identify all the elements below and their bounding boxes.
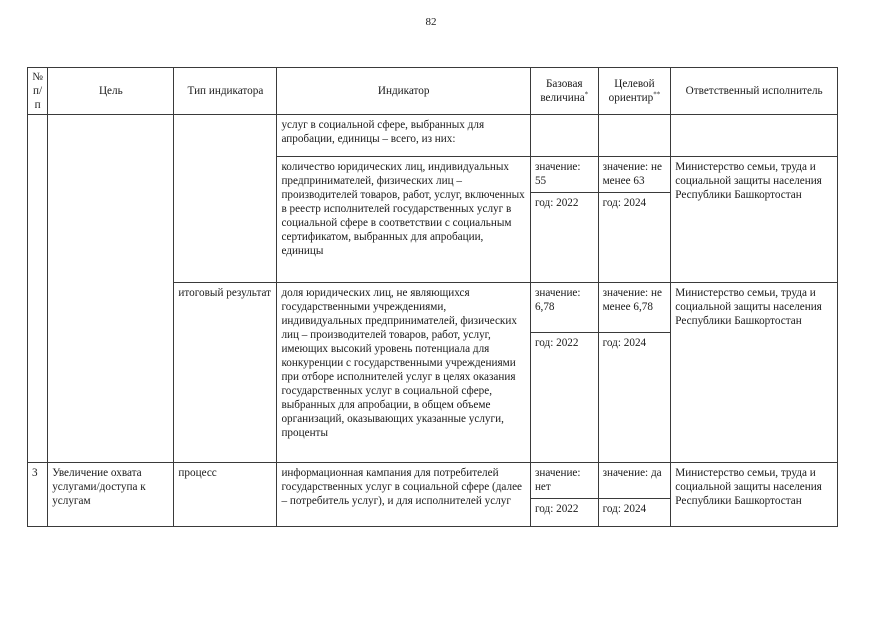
cell-responsible-empty xyxy=(671,115,838,157)
indicators-table xyxy=(27,67,838,527)
cell-indicator: информационная кампания для потребителей государственных услуг в социальной сфере (далее – потребитель услуг), и для исполнителей услуг xyxy=(277,463,531,527)
cell-target-year: год: 2024 xyxy=(598,333,671,463)
header-num: № п/п xyxy=(28,68,48,115)
cell-type-empty xyxy=(174,115,277,283)
header-indicator: Индикатор xyxy=(277,68,531,115)
header-base-mark: * xyxy=(584,90,589,99)
table-row xyxy=(28,115,838,157)
cell-responsible: Министерство семьи, труда и социальной защиты населения Республики Башкортостан xyxy=(671,157,838,283)
cell-base-value: значение: 6,78 xyxy=(530,283,598,333)
header-target xyxy=(598,68,671,115)
cell-responsible: Министерство семьи, труда и социальной защиты населения Республики Башкортостан xyxy=(671,463,838,527)
page-number: 82 xyxy=(425,16,437,28)
table-header-row xyxy=(28,68,838,115)
cell-type: итоговый результат xyxy=(174,283,277,463)
cell-goal: Увеличение охвата услугами/доступа к услугам xyxy=(48,463,174,527)
cell-base-year: год: 2022 xyxy=(530,193,598,283)
cell-num: 3 xyxy=(28,463,48,527)
cell-responsible: Министерство семьи, труда и социальной защиты населения Республики Башкортостан xyxy=(671,283,838,463)
cell-indicator: услуг в социальной сфере, выбранных для апробации, единицы – всего, из них: xyxy=(277,115,531,157)
cell-indicator: доля юридических лиц, не являющихся государственными учреждениями, индивидуальных предпринимателей, физических лиц – производителей товаров, работ, услуг, имеющих высокий уровень потенциала для конкуренции с государственными учреждениями при отборе исполнителей услуг в целях оказания государственных услуг в социальной сфере, выбранных для апробации, в общем объеме организаций, оказывающих указанные услуги, проценты xyxy=(277,283,531,463)
header-goal: Цель xyxy=(48,68,174,115)
header-type: Тип индикатора xyxy=(174,68,277,115)
cell-target-value: значение: не менее 63 xyxy=(598,157,671,193)
cell-base-empty xyxy=(530,115,598,157)
cell-type: процесс xyxy=(174,463,277,527)
cell-base-year: год: 2022 xyxy=(530,499,598,527)
cell-target-value: значение: не менее 6,78 xyxy=(598,283,671,333)
cell-indicator: количество юридических лиц, индивидуальных предпринимателей, физических лиц – производителей товаров, работ, услуг, включенных в реестр исполнителей государственных услуг в социальной сфере в соответствии с социальным сертификатом, выбранных для апробации, единицы xyxy=(277,157,531,283)
cell-goal-empty xyxy=(48,115,174,463)
header-base-label: Базовая величина xyxy=(540,78,585,104)
cell-base-value: значение: нет xyxy=(530,463,598,499)
cell-target-value: значение: да xyxy=(598,463,671,499)
cell-target-year: год: 2024 xyxy=(598,499,671,527)
cell-num-empty xyxy=(28,115,48,463)
cell-base-value: значение: 55 xyxy=(530,157,598,193)
header-target-mark: ** xyxy=(653,90,661,99)
header-base xyxy=(530,68,598,115)
header-responsible: Ответственный исполнитель xyxy=(671,68,838,115)
table-row xyxy=(28,463,838,499)
cell-target-year: год: 2024 xyxy=(598,193,671,283)
cell-target-empty xyxy=(598,115,671,157)
header-target-label: Целевой ориентир xyxy=(608,78,655,104)
cell-base-year: год: 2022 xyxy=(530,333,598,463)
